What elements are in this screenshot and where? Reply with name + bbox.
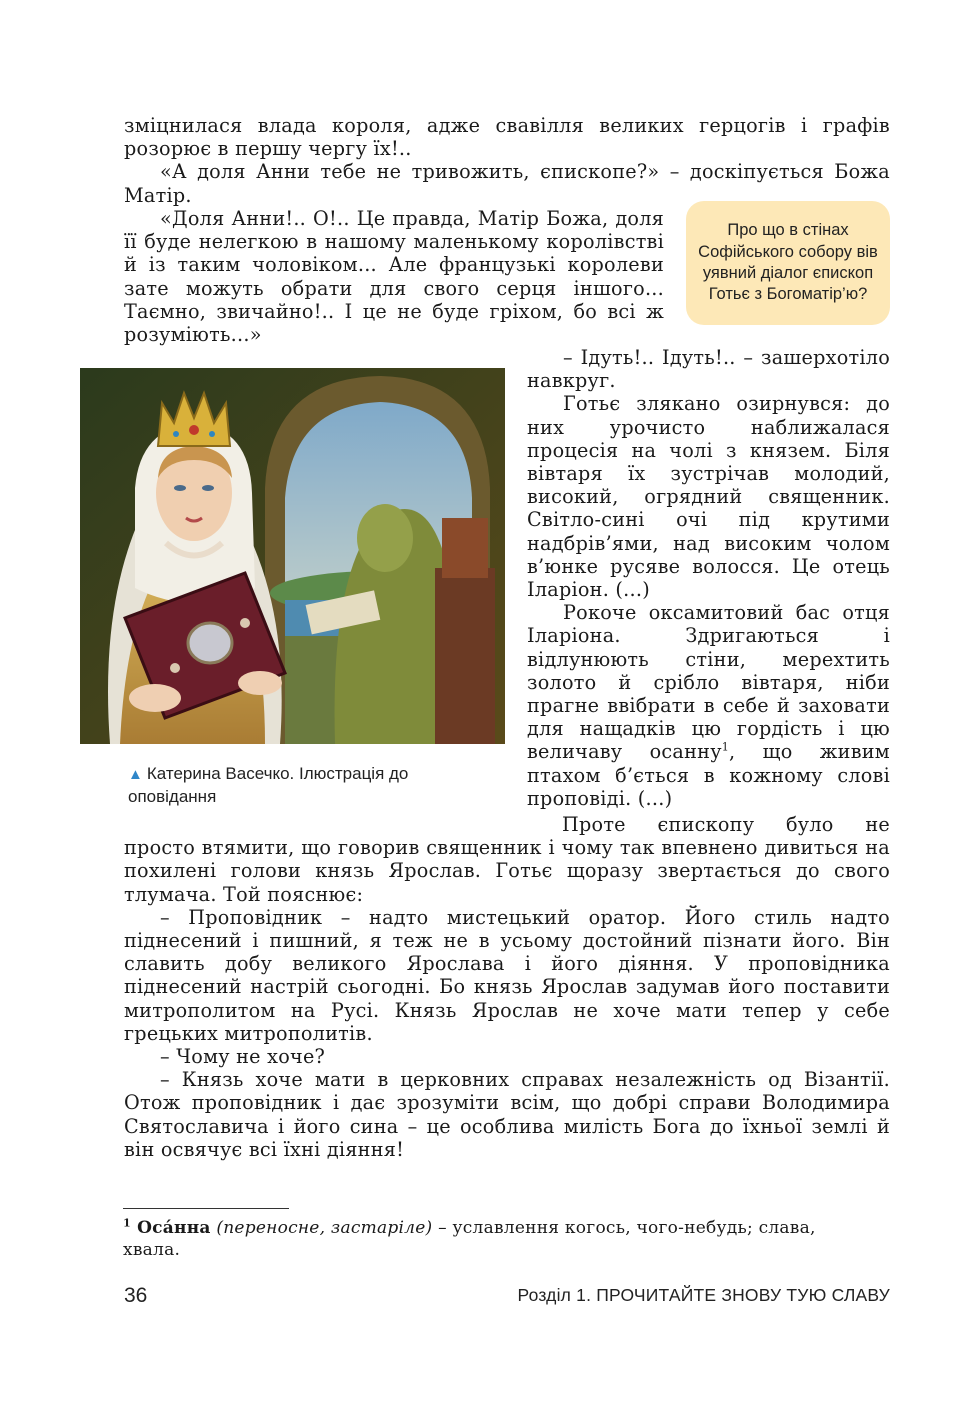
caption-text: Катерина Васечко. Ілюстрація до оповідання	[128, 764, 409, 806]
bottom-text	[124, 813, 890, 1161]
paragraph: зміцнилася влада короля, адже свавілля великих герцогів і графів розорює в першу чергу їх!..	[124, 114, 890, 161]
question-box	[686, 201, 890, 325]
footnote-note: (переносне, застаріле)	[216, 1218, 433, 1238]
paragraph	[527, 601, 890, 810]
footnote-ref: 1	[721, 741, 729, 755]
paragraph: – Ідуть!.. Ідуть!.. – зашерхотіло навкруг.	[527, 346, 890, 393]
paragraph: «Доля Анни!.. О!.. Це правда, Матір Божа, доля її буде нелегкою в нашому маленькому королівстві й із таким чоловіком... Але французькі королеви зате можуть обрати для свого серця іншого... Таємно, звичайно!.. І це не буде гріхом, бо всі ж розуміють...»	[124, 207, 664, 347]
top-text	[124, 114, 890, 207]
paragraph-text: Рокоче оксамитовий бас отця Іларіона. Здригаються і відлунюють стіни, мерехтить золото й срібло вівтаря, ніби прагне ввібрати в себе й заховати для нащадків цю гордість і цю величаву осанну	[527, 601, 890, 764]
section-title: Розділ 1. ПРОЧИТАЙТЕ ЗНОВУ ТУЮ СЛАВУ	[517, 1285, 890, 1305]
paragraph: – Чому не хоче?	[160, 1045, 326, 1069]
paragraph: Проте єпископу було не просто втямити, що говорив священник і чому так впевнено дивиться на похилені голови князь Ярослав. Готьє щоразу звертається до свого тлумача. Той пояснює:	[124, 813, 890, 906]
footnote-term: Оса́нна	[137, 1218, 211, 1238]
illustration-image	[80, 368, 505, 744]
right-column-text	[527, 346, 890, 810]
triangle-marker-icon: ▲	[128, 766, 143, 783]
footnote-divider	[123, 1208, 289, 1209]
question-text: Про що в стінах Софійського собору вів уявний діалог єпископ Готьє з Богоматір’ю?	[698, 221, 878, 304]
footnote-definition: – уславлення когось, чого-небудь; слава, хвала.	[123, 1218, 816, 1260]
paragraph: «А доля Анни тебе не тривожить, єпископе?» – доскіпується Божа Матір.	[124, 160, 890, 207]
paragraph: – Проповідник – надто мистецький оратор. Його стиль надто піднесений і пишний, я теж не в усьому достойний пізнати його. Він славить добу великого Ярослава і його діяння. У проповідника піднесений настрій сьогодні. Бо князь Ярослав задумав його поставити митрополитом на Русі. Князь Ярослав не хоче мати тепер у себе грецьких митрополитів.	[124, 905, 890, 1045]
page-number: 36	[124, 1284, 148, 1307]
paragraph-text: , що живим птахом б’ється в кожному слові проповіді. (...)	[527, 740, 890, 810]
quote-text	[124, 207, 664, 346]
paragraph: Готьє злякано озирнувся: до них урочисто наближалася процесія на чолі з князем. Біля вівтаря їх зустрічав молодий, високий, огрядний священник. Світло-сині очі під крутими надбрів’ями, над високим чолом в’юнке русяве волосся. Це отець Іларіон. (...)	[527, 392, 890, 602]
illustration-caption	[128, 763, 488, 808]
footnote	[123, 1217, 843, 1261]
footnote-number: 1	[123, 1216, 131, 1230]
paragraph: – Князь хоче мати в церковних справах незалежність од Візантії. Отож проповідник і дає зрозуміти всім, що добрі справи Володимира Святославича і його сина – це особлива милість Бога до їхньої землі й він освячує всі їхні діяння!	[124, 1068, 890, 1161]
